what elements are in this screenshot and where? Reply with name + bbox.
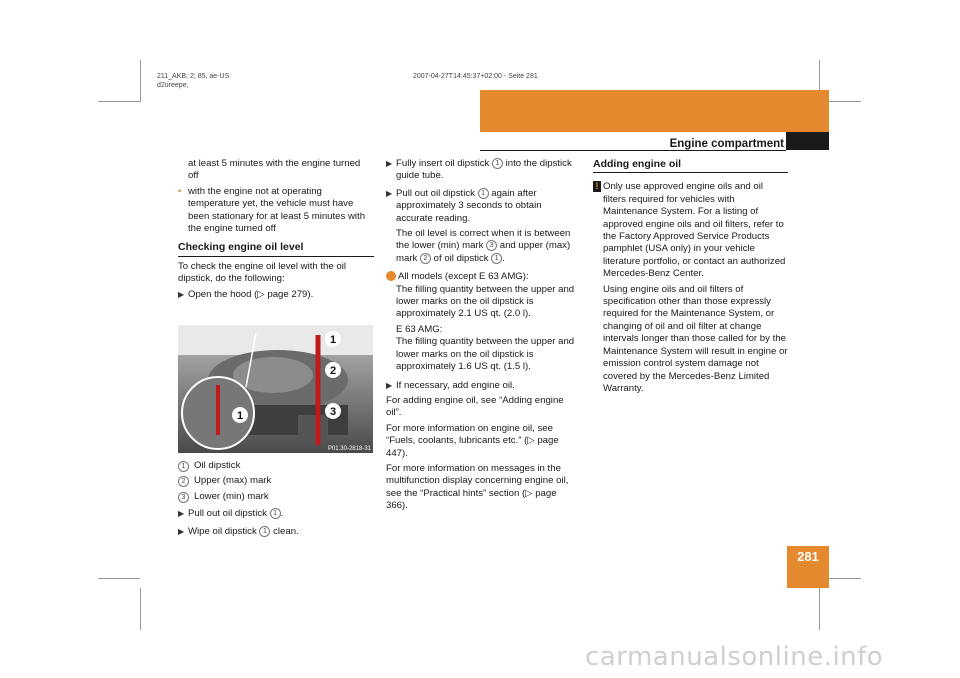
step-text: Pull out oil dipstick	[396, 187, 478, 199]
watermark: carmanualsonline.info	[585, 642, 884, 672]
column-3	[593, 158, 788, 398]
section-heading: Adding engine oil	[593, 158, 788, 173]
paragraph: For adding engine oil, see “Adding engine oil”.	[386, 394, 564, 419]
legend-item	[178, 460, 374, 472]
ref-number: 1	[270, 508, 281, 519]
bullet-item	[178, 186, 374, 236]
print-meta	[157, 72, 229, 90]
result-part: and upper (max) mark	[396, 240, 571, 264]
photo-label: 1	[329, 334, 337, 346]
step-item	[178, 289, 374, 301]
photo-label: 1	[236, 410, 244, 422]
step-item	[386, 188, 581, 225]
step-text: If necessary, add engine oil.	[396, 379, 515, 391]
ref-number: 1	[478, 188, 489, 199]
section-heading: Checking engine oil level	[178, 241, 374, 256]
step-text: Fully insert oil dipstick	[396, 158, 492, 169]
print-meta-line2: d2ureepe,	[157, 82, 189, 89]
crop-mark	[98, 101, 140, 102]
warning-note	[593, 181, 788, 280]
legend-item	[178, 491, 374, 503]
legend-item	[178, 475, 374, 487]
legend-text: Oil dipstick	[194, 460, 241, 471]
paragraph: For more information on engine oil, see “Fuels, coolants, lubricants etc.” (▷ page 447).	[386, 422, 559, 459]
header-tab	[786, 132, 829, 150]
step-text: Pull out oil dipstick	[188, 508, 270, 520]
step-text: into the dipstick guide tube.	[396, 158, 572, 182]
page-number: 281	[797, 549, 819, 564]
ref-number: 1	[492, 158, 503, 169]
result-part: .	[502, 252, 505, 264]
step-item	[178, 508, 374, 520]
ref-number: 1	[259, 526, 270, 537]
crop-mark	[140, 588, 141, 630]
info-text-4: The filling quantity between the upper and lower marks on the oil dipstick is approximately 1.6 US qt. (1.5 l).	[396, 336, 575, 373]
continued-text	[178, 158, 374, 183]
crop-mark	[140, 60, 141, 102]
info-text-2: The filling quantity between the upper and lower marks on the oil dipstick is approximately 2.1 US qt. (2.0 l).	[396, 283, 575, 320]
step-arrow-icon: ▶	[386, 380, 393, 390]
result-part: The oil level is correct when it is between the lower (min) mark	[396, 228, 571, 252]
section-title: Operation	[860, 108, 917, 122]
step-arrow-icon: ▶	[178, 509, 185, 519]
print-meta-line1: 211_AKB; 2; 85, ae-US	[157, 73, 230, 80]
header-bar	[480, 90, 829, 132]
continued-line-2: off	[188, 170, 199, 182]
subsection-title: Engine compartment	[669, 138, 784, 150]
step-text: Wipe oil dipstick	[188, 525, 260, 537]
ref-number: 3	[486, 240, 497, 251]
legend-number: 1	[178, 461, 189, 472]
legend-number: 2	[178, 476, 189, 487]
ref-number: 2	[420, 253, 431, 264]
warning-text: Only use approved engine oils and oil filters required for vehicles with Maintenance System. For a listing of approved engine oils and oil filters, refer to the Factory Approved Service Products pamphlet (USA only) in your vehicle literature portfolio, or contact an authorized Mercedes-Benz Center.	[603, 181, 786, 280]
bullet-text: with the engine not at operating temperature yet, the vehicle must have been stationary for at least 5 minutes with the engine turned off	[188, 185, 366, 235]
step-item	[386, 380, 581, 392]
continued-line-1: at least 5 minutes with the engine turned	[188, 158, 361, 169]
header-rule	[480, 150, 786, 151]
step-arrow-icon: ▶	[178, 526, 185, 536]
result-text	[386, 228, 581, 265]
ref-number: 1	[491, 253, 502, 264]
legend-number: 3	[178, 492, 189, 503]
step-arrow-icon: ▶	[386, 159, 393, 168]
result-part: of oil dipstick	[430, 252, 492, 264]
info-icon: i	[386, 271, 396, 281]
warning-icon: !	[593, 181, 601, 192]
step-arrow-icon: ▶	[386, 188, 393, 198]
step-arrow-icon: ▶	[178, 289, 185, 299]
step-item	[386, 158, 581, 183]
crop-mark	[98, 578, 140, 579]
engine-photo	[178, 325, 373, 453]
column-2	[386, 158, 581, 516]
step-text: .	[280, 508, 284, 520]
info-text-3: E 63 AMG:	[396, 323, 443, 335]
column-1	[178, 158, 374, 304]
step-item	[178, 526, 374, 538]
photo-code: P01.30-2818-31	[327, 446, 371, 452]
warning-text-2: Using engine oils and oil filters of specification other than those expressly required for the Maintenance System, or changing of oil and oil filter at change intervals longer than those called for by the Maintenance System will result in engine or emission control system damage not covered by the Mercedes-Benz Limited Warranty.	[603, 283, 788, 394]
step-text: clean.	[270, 525, 299, 537]
photo-label: 3	[329, 406, 337, 418]
info-text-1: All models (except E 63 AMG):	[398, 271, 529, 283]
column-1-lower	[178, 460, 374, 541]
intro-text: To check the engine oil level with the oil dipstick, do the following:	[178, 260, 346, 285]
info-note	[386, 271, 581, 321]
legend-text: Lower (min) mark	[194, 490, 269, 502]
step-text: again after approximately 3 seconds to obtain accurate reading.	[396, 187, 542, 224]
photo-label: 2	[329, 365, 337, 377]
bullet-icon: •	[178, 185, 182, 197]
paragraph: For more information on messages in the multifunction display concerning engine oil, see the “Practical hints” section (▷ page 366).	[386, 462, 569, 512]
crop-mark	[819, 588, 820, 630]
step-text: Open the hood (▷ page 279).	[188, 288, 314, 300]
legend-text: Upper (max) mark	[194, 475, 272, 487]
print-timestamp: 2007-04-27T14:45:37+02:00 - Seite 281	[413, 73, 538, 80]
